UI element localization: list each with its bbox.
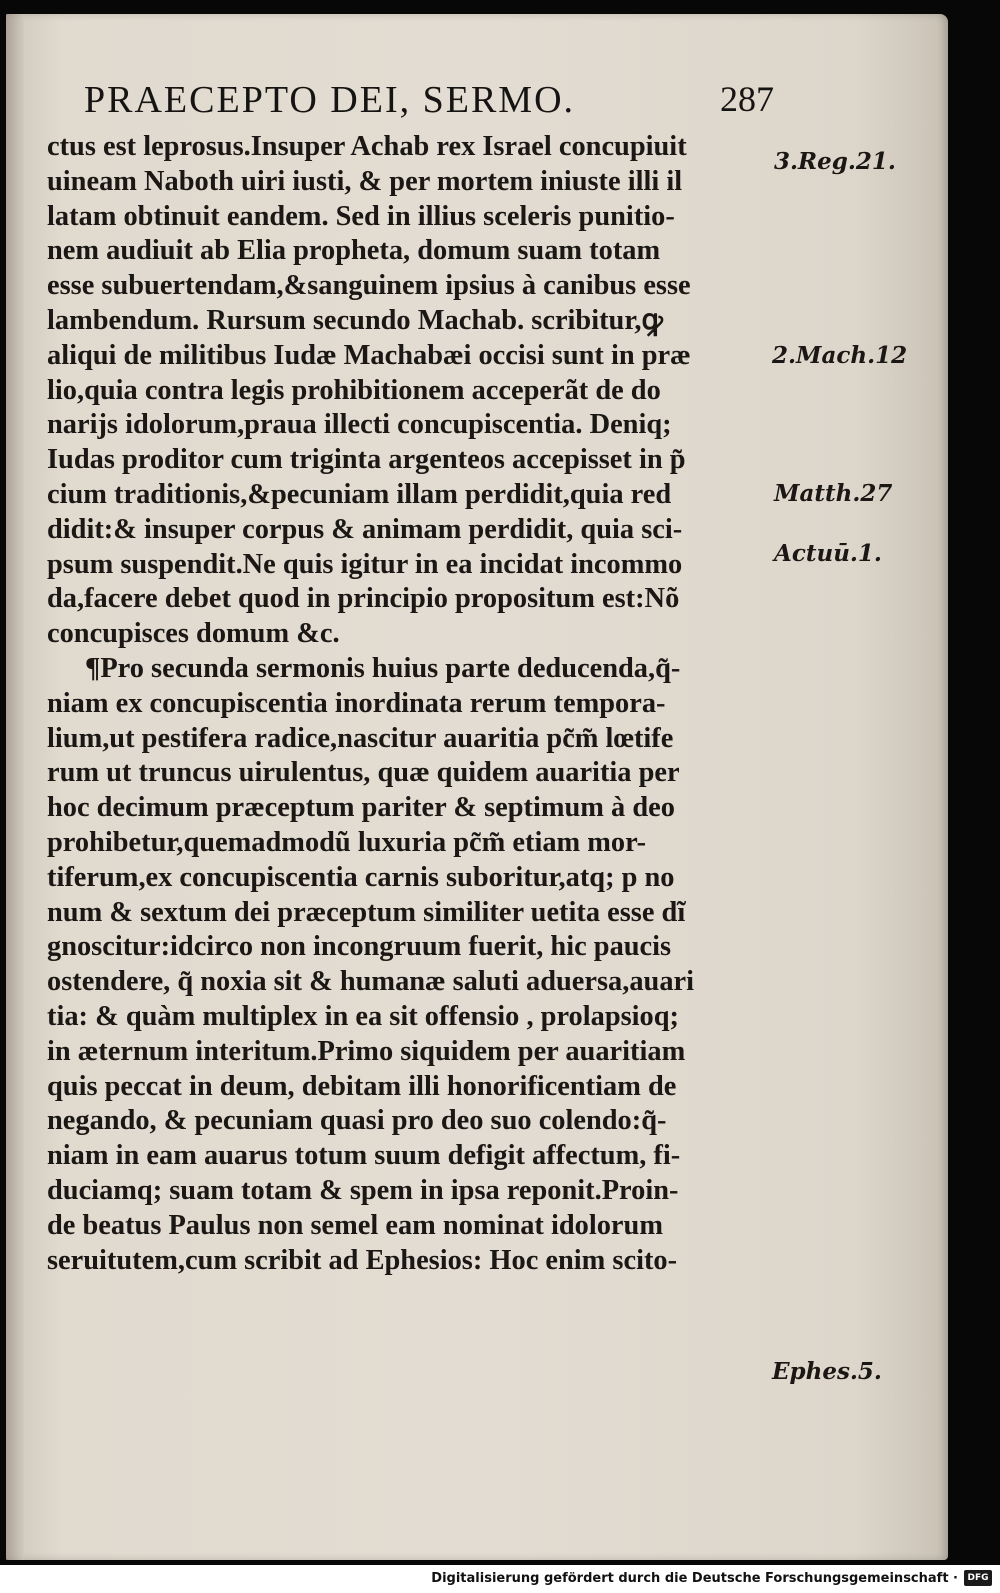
margin-note: Actuū.1. bbox=[774, 540, 882, 567]
text-line: tia: & quàm multiplex in ea sit offensio , prolapsioq; bbox=[47, 1000, 679, 1032]
text-line: lambendum. Rursum secundo Machab. scribitur,ꝙ bbox=[47, 304, 663, 336]
text-line: niam in eam auarus totum suum defigit affectum, fi- bbox=[47, 1140, 681, 1172]
text-line: ostendere, q̃ noxia sit & humanæ saluti aduersa,auari bbox=[47, 966, 695, 998]
text-line: esse subuertendam,&sanguinem ipsius à canibus esse bbox=[47, 270, 691, 302]
running-title: PRAECEPTO DEI, SERMO. bbox=[84, 79, 576, 121]
text-line: uineam Naboth uiri iusti, & per mortem iniuste illi il bbox=[47, 165, 683, 197]
text-line: psum suspendit.Ne quis igitur in ea incidat incommo bbox=[47, 548, 683, 580]
text-line: concupisces domum &c. bbox=[47, 618, 340, 650]
dfg-logo-icon: DFG bbox=[964, 1570, 992, 1586]
text-line: latam obtinuit eandem. Sed in illius sceleris punitio- bbox=[47, 200, 675, 232]
text-line: da,facere debet quod in principio propositum est:Nõ bbox=[47, 583, 680, 615]
text-line: prohibetur,quemadmodũ luxuria pc̃m̃ etiam mor- bbox=[47, 826, 647, 858]
funding-credit: Digitalisierung gefördert durch die Deutsche Forschungsgemeinschaft · bbox=[431, 1571, 958, 1586]
digitization-footer bbox=[0, 1565, 1000, 1593]
text-line: duciamq; suam totam & spem in ipsa reponit.Proin- bbox=[47, 1174, 679, 1206]
margin-note: Ephes.5. bbox=[772, 1358, 882, 1385]
text-line: didit:& insuper corpus & animam perdidit, quia sci- bbox=[47, 513, 683, 545]
text-line: ctus est leprosus.Insuper Achab rex Israel concupiuit bbox=[47, 131, 687, 162]
text-line: lium,ut pestifera radice,nascitur auaritia pc̃m̃ lœtife bbox=[47, 722, 674, 754]
text-line: quis peccat in deum, debitam illi honorificentiam de bbox=[47, 1070, 677, 1102]
text-line: lio,quia contra legis prohibitionem acceperãt de do bbox=[47, 374, 661, 406]
text-line: hoc decimum præceptum pariter & septimum à deo bbox=[47, 792, 675, 824]
margin-note: Matth.27 bbox=[774, 480, 893, 507]
text-line: niam ex concupiscentia inordinata rerum tempora- bbox=[47, 687, 666, 719]
text-line: Iudas proditor cum triginta argenteos accepisset in p̃ bbox=[47, 444, 686, 476]
text-line: nem audiuit ab Elia propheta, domum suam totam bbox=[47, 235, 661, 267]
text-line: seruitutem,cum scribit ad Ephesios: Hoc enim scito- bbox=[47, 1244, 678, 1276]
text-line: de beatus Paulus non semel eam nominat idolorum bbox=[47, 1209, 663, 1241]
text-line: ¶Pro secunda sermonis huius parte deducenda,q̃- bbox=[85, 652, 681, 684]
page-number: 287 bbox=[720, 79, 774, 119]
text-line: num & sextum dei præceptum similiter uetita esse dĩ bbox=[47, 896, 686, 928]
text-line: negando, & pecuniam quasi pro deo suo colendo:q̃- bbox=[47, 1105, 667, 1137]
margin-note: 2.Mach.12 bbox=[772, 342, 908, 369]
text-line: narijs idolorum,praua illecti concupiscentia. Deniq; bbox=[47, 409, 672, 441]
page-header bbox=[84, 78, 774, 128]
text-line: tiferum,ex concupiscentia carnis suboritur,atq; p no bbox=[47, 861, 675, 893]
page-gutter-shadow bbox=[6, 14, 24, 1560]
body-text-block bbox=[47, 130, 767, 1278]
text-line: rum ut truncus uirulentus, quæ quidem auaritia per bbox=[47, 757, 680, 789]
text-line: in æternum interitum.Primo siquidem per auaritiam bbox=[47, 1035, 686, 1067]
text-line: aliqui de militibus Iudæ Machabæi occisi sunt in præ bbox=[47, 339, 691, 371]
text-line: gnoscitur:idcirco non incongruum fuerit, hic paucis bbox=[47, 931, 672, 963]
text-line: cium traditionis,&pecuniam illam perdidit,quia red bbox=[47, 478, 672, 510]
margin-note: 3.Reg.21. bbox=[774, 148, 896, 175]
